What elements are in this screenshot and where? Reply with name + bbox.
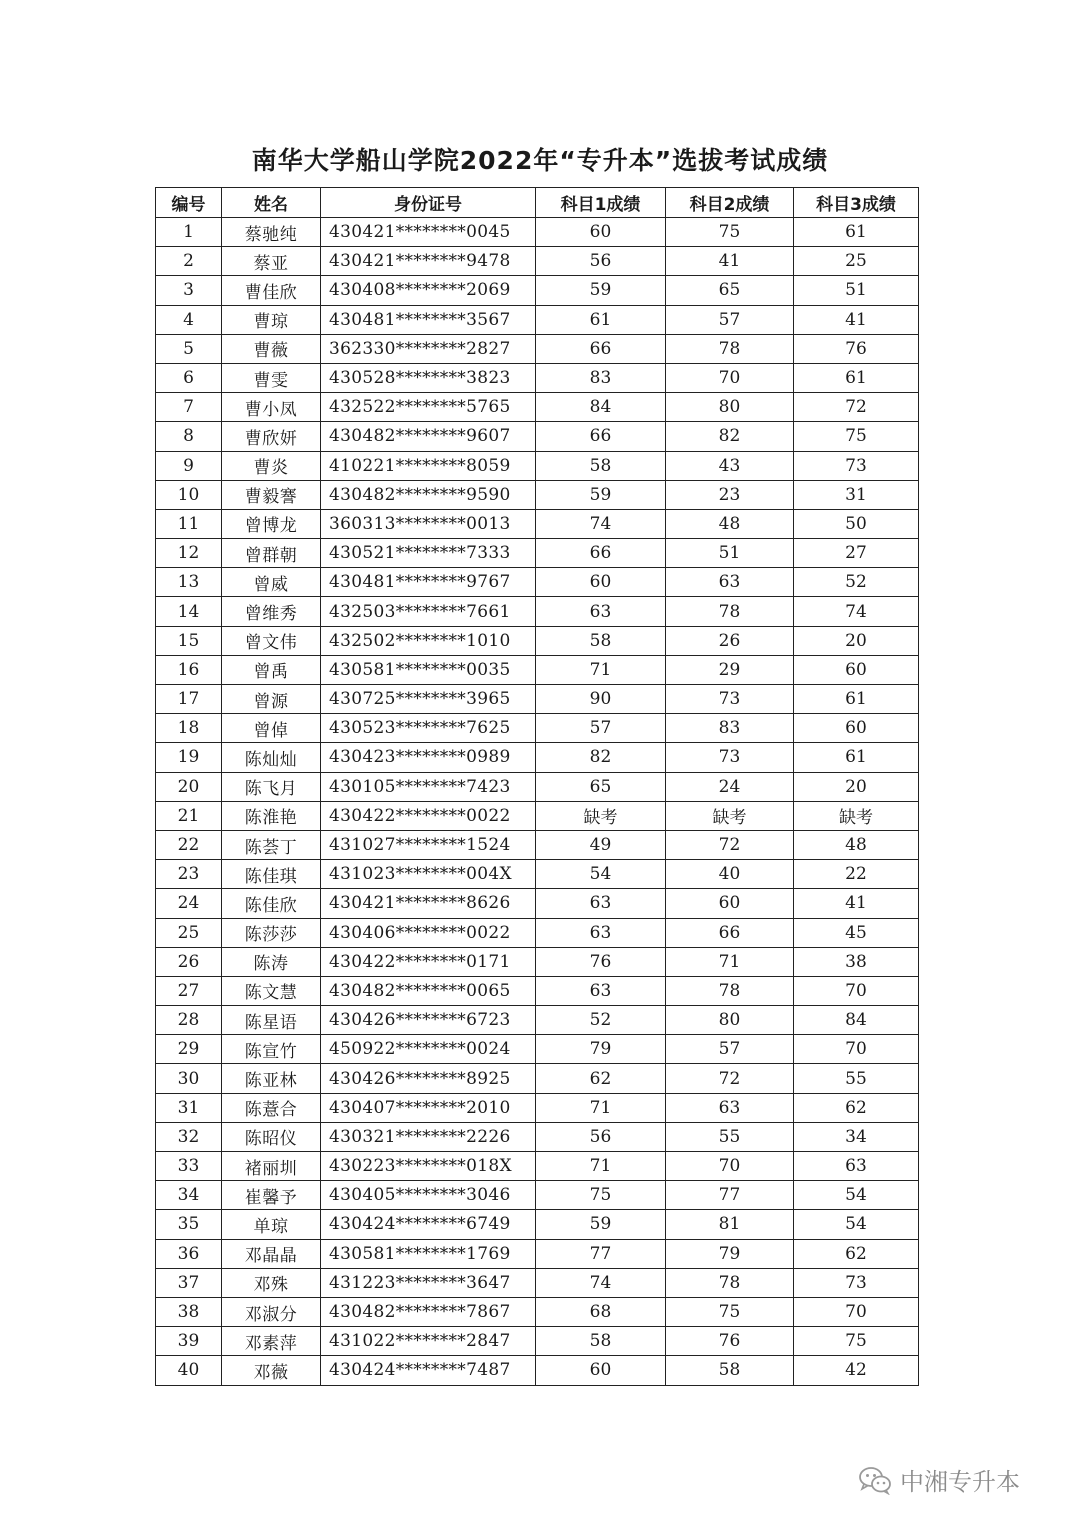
cell-name: 曾倬 [222, 714, 321, 743]
cell-id-number: 430421********9478 [321, 247, 536, 276]
cell-name: 陈飞月 [222, 772, 321, 801]
cell-subject-2: 77 [666, 1181, 794, 1210]
cell-name: 陈亚林 [222, 1064, 321, 1093]
cell-id-number: 450922********0024 [321, 1035, 536, 1064]
cell-name: 邓晶晶 [222, 1239, 321, 1268]
cell-name: 陈文慧 [222, 976, 321, 1005]
header-id-number: 身份证号 [321, 188, 536, 218]
cell-name: 曾博龙 [222, 509, 321, 538]
table-row [156, 772, 919, 801]
cell-name: 陈莎莎 [222, 918, 321, 947]
cell-subject-2: 80 [666, 1006, 794, 1035]
table-row [156, 539, 919, 568]
score-table [155, 187, 919, 1386]
cell-name: 陈薏合 [222, 1093, 321, 1122]
cell-id-number: 430481********9767 [321, 568, 536, 597]
cell-name: 陈昭仪 [222, 1122, 321, 1151]
table-row [156, 1356, 919, 1385]
cell-name: 陈佳欣 [222, 889, 321, 918]
cell-number: 39 [156, 1327, 222, 1356]
cell-subject-2: 29 [666, 655, 794, 684]
header-name: 姓名 [222, 188, 321, 218]
cell-number: 10 [156, 480, 222, 509]
cell-number: 13 [156, 568, 222, 597]
cell-subject-3: 73 [794, 451, 919, 480]
cell-number: 29 [156, 1035, 222, 1064]
cell-subject-1: 74 [536, 509, 666, 538]
cell-subject-3: 61 [794, 685, 919, 714]
cell-subject-2: 78 [666, 976, 794, 1005]
cell-id-number: 430482********0065 [321, 976, 536, 1005]
cell-number: 19 [156, 743, 222, 772]
cell-id-number: 360313********0013 [321, 509, 536, 538]
cell-subject-1: 71 [536, 655, 666, 684]
cell-name: 陈荟丁 [222, 830, 321, 859]
cell-subject-2: 缺考 [666, 801, 794, 830]
cell-number: 21 [156, 801, 222, 830]
cell-id-number: 430426********8925 [321, 1064, 536, 1093]
page-title: 南华大学船山学院2022年“专升本”选拔考试成绩 [251, 146, 829, 175]
cell-subject-1: 58 [536, 626, 666, 655]
cell-subject-1: 63 [536, 597, 666, 626]
watermark-text: 中湘专升本 [900, 1468, 1020, 1496]
cell-id-number: 430581********0035 [321, 655, 536, 684]
cell-name: 陈佳琪 [222, 860, 321, 889]
cell-subject-3: 76 [794, 334, 919, 363]
cell-id-number: 431022********2847 [321, 1327, 536, 1356]
cell-subject-1: 63 [536, 889, 666, 918]
table-row [156, 1181, 919, 1210]
cell-subject-2: 63 [666, 568, 794, 597]
cell-id-number: 430426********6723 [321, 1006, 536, 1035]
cell-subject-3: 70 [794, 1297, 919, 1326]
watermark [858, 1462, 1020, 1497]
cell-id-number: 430321********2226 [321, 1122, 536, 1151]
cell-subject-3: 74 [794, 597, 919, 626]
cell-subject-2: 57 [666, 305, 794, 334]
cell-subject-2: 82 [666, 422, 794, 451]
cell-number: 3 [156, 276, 222, 305]
table-row [156, 626, 919, 655]
cell-subject-3: 51 [794, 276, 919, 305]
cell-subject-3: 22 [794, 860, 919, 889]
cell-subject-1: 71 [536, 1152, 666, 1181]
cell-number: 8 [156, 422, 222, 451]
cell-id-number: 430482********9590 [321, 480, 536, 509]
cell-subject-1: 84 [536, 393, 666, 422]
cell-subject-3: 缺考 [794, 801, 919, 830]
cell-subject-1: 60 [536, 218, 666, 247]
table-row [156, 947, 919, 976]
cell-name: 陈宣竹 [222, 1035, 321, 1064]
cell-number: 23 [156, 860, 222, 889]
cell-subject-3: 27 [794, 539, 919, 568]
cell-subject-1: 74 [536, 1268, 666, 1297]
cell-subject-3: 84 [794, 1006, 919, 1035]
cell-subject-2: 51 [666, 539, 794, 568]
header-subject-1: 科目1成绩 [536, 188, 666, 218]
cell-subject-1: 71 [536, 1093, 666, 1122]
cell-subject-2: 70 [666, 1152, 794, 1181]
cell-subject-2: 78 [666, 334, 794, 363]
cell-name: 邓殊 [222, 1268, 321, 1297]
table-row [156, 1327, 919, 1356]
cell-number: 16 [156, 655, 222, 684]
cell-number: 31 [156, 1093, 222, 1122]
cell-subject-3: 70 [794, 1035, 919, 1064]
cell-subject-2: 75 [666, 1297, 794, 1326]
cell-subject-1: 58 [536, 451, 666, 480]
cell-name: 邓薇 [222, 1356, 321, 1385]
cell-id-number: 430408********2069 [321, 276, 536, 305]
cell-name: 陈灿灿 [222, 743, 321, 772]
cell-id-number: 430422********0022 [321, 801, 536, 830]
cell-subject-3: 61 [794, 363, 919, 392]
table-row [156, 480, 919, 509]
cell-subject-2: 78 [666, 1268, 794, 1297]
cell-number: 14 [156, 597, 222, 626]
table-row [156, 568, 919, 597]
cell-subject-3: 34 [794, 1122, 919, 1151]
cell-subject-3: 63 [794, 1152, 919, 1181]
cell-number: 40 [156, 1356, 222, 1385]
cell-subject-1: 90 [536, 685, 666, 714]
table-row [156, 218, 919, 247]
cell-subject-1: 66 [536, 539, 666, 568]
cell-id-number: 430481********3567 [321, 305, 536, 334]
table-header [156, 188, 919, 218]
cell-id-number: 431223********3647 [321, 1268, 536, 1297]
table-row [156, 451, 919, 480]
cell-subject-3: 52 [794, 568, 919, 597]
cell-subject-2: 57 [666, 1035, 794, 1064]
cell-subject-1: 57 [536, 714, 666, 743]
cell-subject-1: 59 [536, 1210, 666, 1239]
cell-name: 陈星语 [222, 1006, 321, 1035]
cell-name: 蔡亚 [222, 247, 321, 276]
table-row [156, 655, 919, 684]
table-row [156, 743, 919, 772]
cell-name: 邓素萍 [222, 1327, 321, 1356]
table-row [156, 393, 919, 422]
cell-subject-1: 77 [536, 1239, 666, 1268]
cell-subject-2: 58 [666, 1356, 794, 1385]
cell-id-number: 430521********7333 [321, 539, 536, 568]
cell-number: 26 [156, 947, 222, 976]
cell-name: 蔡驰纯 [222, 218, 321, 247]
cell-subject-1: 56 [536, 247, 666, 276]
cell-subject-1: 62 [536, 1064, 666, 1093]
cell-subject-2: 83 [666, 714, 794, 743]
cell-name: 单琼 [222, 1210, 321, 1239]
cell-name: 曾维秀 [222, 597, 321, 626]
cell-subject-2: 41 [666, 247, 794, 276]
table-row [156, 363, 919, 392]
cell-subject-1: 82 [536, 743, 666, 772]
cell-subject-1: 66 [536, 334, 666, 363]
cell-number: 9 [156, 451, 222, 480]
cell-subject-1: 59 [536, 480, 666, 509]
cell-subject-1: 83 [536, 363, 666, 392]
header-subject-3: 科目3成绩 [794, 188, 919, 218]
cell-subject-3: 62 [794, 1093, 919, 1122]
cell-subject-3: 25 [794, 247, 919, 276]
cell-subject-2: 55 [666, 1122, 794, 1151]
cell-id-number: 432522********5765 [321, 393, 536, 422]
cell-subject-1: 59 [536, 276, 666, 305]
cell-subject-3: 61 [794, 218, 919, 247]
cell-subject-3: 41 [794, 305, 919, 334]
cell-subject-1: 49 [536, 830, 666, 859]
table-row [156, 1268, 919, 1297]
table-row [156, 976, 919, 1005]
cell-name: 曹薇 [222, 334, 321, 363]
cell-name: 曾源 [222, 685, 321, 714]
cell-number: 7 [156, 393, 222, 422]
table-row [156, 889, 919, 918]
cell-subject-3: 41 [794, 889, 919, 918]
cell-number: 12 [156, 539, 222, 568]
cell-number: 34 [156, 1181, 222, 1210]
cell-subject-3: 60 [794, 714, 919, 743]
header-number: 编号 [156, 188, 222, 218]
cell-number: 38 [156, 1297, 222, 1326]
cell-number: 24 [156, 889, 222, 918]
cell-subject-1: 52 [536, 1006, 666, 1035]
cell-id-number: 430223********018X [321, 1152, 536, 1181]
cell-subject-2: 40 [666, 860, 794, 889]
cell-id-number: 410221********8059 [321, 451, 536, 480]
cell-subject-1: 75 [536, 1181, 666, 1210]
cell-name: 邓淑分 [222, 1297, 321, 1326]
cell-number: 25 [156, 918, 222, 947]
cell-name: 曹雯 [222, 363, 321, 392]
cell-name: 曹炎 [222, 451, 321, 480]
table-row [156, 1093, 919, 1122]
cell-subject-3: 55 [794, 1064, 919, 1093]
cell-subject-2: 75 [666, 218, 794, 247]
cell-id-number: 430421********0045 [321, 218, 536, 247]
cell-id-number: 430528********3823 [321, 363, 536, 392]
cell-subject-1: 缺考 [536, 801, 666, 830]
cell-id-number: 430421********8626 [321, 889, 536, 918]
cell-subject-2: 43 [666, 451, 794, 480]
cell-subject-3: 38 [794, 947, 919, 976]
cell-number: 11 [156, 509, 222, 538]
cell-number: 22 [156, 830, 222, 859]
table-row [156, 1006, 919, 1035]
cell-subject-3: 75 [794, 422, 919, 451]
cell-subject-2: 48 [666, 509, 794, 538]
cell-id-number: 430405********3046 [321, 1181, 536, 1210]
cell-subject-1: 60 [536, 1356, 666, 1385]
table-row [156, 247, 919, 276]
cell-subject-2: 70 [666, 363, 794, 392]
cell-number: 18 [156, 714, 222, 743]
cell-number: 20 [156, 772, 222, 801]
cell-subject-2: 60 [666, 889, 794, 918]
cell-subject-1: 76 [536, 947, 666, 976]
cell-id-number: 430581********1769 [321, 1239, 536, 1268]
table-row [156, 1297, 919, 1326]
cell-id-number: 430105********7423 [321, 772, 536, 801]
cell-subject-1: 54 [536, 860, 666, 889]
cell-number: 33 [156, 1152, 222, 1181]
cell-name: 曹欣妍 [222, 422, 321, 451]
cell-number: 15 [156, 626, 222, 655]
cell-subject-2: 76 [666, 1327, 794, 1356]
cell-id-number: 362330********2827 [321, 334, 536, 363]
cell-name: 曾文伟 [222, 626, 321, 655]
cell-subject-3: 45 [794, 918, 919, 947]
table-row [156, 1210, 919, 1239]
cell-id-number: 430424********6749 [321, 1210, 536, 1239]
cell-subject-1: 63 [536, 918, 666, 947]
cell-subject-1: 68 [536, 1297, 666, 1326]
cell-subject-2: 73 [666, 743, 794, 772]
cell-subject-2: 80 [666, 393, 794, 422]
cell-name: 陈淮艳 [222, 801, 321, 830]
table-row [156, 305, 919, 334]
cell-subject-2: 26 [666, 626, 794, 655]
cell-id-number: 431023********004X [321, 860, 536, 889]
table-row [156, 509, 919, 538]
cell-id-number: 430482********9607 [321, 422, 536, 451]
cell-subject-2: 73 [666, 685, 794, 714]
header-row [156, 188, 919, 218]
cell-name: 褚丽圳 [222, 1152, 321, 1181]
cell-subject-1: 58 [536, 1327, 666, 1356]
cell-subject-3: 70 [794, 976, 919, 1005]
table-row [156, 1035, 919, 1064]
cell-subject-2: 71 [666, 947, 794, 976]
cell-subject-3: 75 [794, 1327, 919, 1356]
cell-subject-2: 72 [666, 1064, 794, 1093]
cell-subject-3: 72 [794, 393, 919, 422]
cell-name: 曾禹 [222, 655, 321, 684]
table-row [156, 1064, 919, 1093]
cell-number: 2 [156, 247, 222, 276]
cell-id-number: 430424********7487 [321, 1356, 536, 1385]
table-row [156, 1239, 919, 1268]
cell-subject-2: 66 [666, 918, 794, 947]
cell-subject-3: 42 [794, 1356, 919, 1385]
cell-name: 曹毅謇 [222, 480, 321, 509]
cell-id-number: 430407********2010 [321, 1093, 536, 1122]
table-row [156, 276, 919, 305]
cell-subject-2: 65 [666, 276, 794, 305]
cell-id-number: 430406********0022 [321, 918, 536, 947]
table-row [156, 860, 919, 889]
cell-number: 32 [156, 1122, 222, 1151]
table-row [156, 685, 919, 714]
table-row [156, 830, 919, 859]
cell-subject-3: 61 [794, 743, 919, 772]
cell-subject-3: 60 [794, 655, 919, 684]
cell-id-number: 432503********7661 [321, 597, 536, 626]
cell-id-number: 430422********0171 [321, 947, 536, 976]
cell-name: 曾群朝 [222, 539, 321, 568]
cell-subject-3: 54 [794, 1181, 919, 1210]
cell-subject-3: 73 [794, 1268, 919, 1297]
header-subject-2: 科目2成绩 [666, 188, 794, 218]
cell-subject-1: 66 [536, 422, 666, 451]
table-row [156, 597, 919, 626]
cell-number: 28 [156, 1006, 222, 1035]
cell-subject-1: 61 [536, 305, 666, 334]
cell-id-number: 430423********0989 [321, 743, 536, 772]
cell-name: 陈涛 [222, 947, 321, 976]
cell-subject-1: 56 [536, 1122, 666, 1151]
cell-name: 曹小凤 [222, 393, 321, 422]
cell-id-number: 430523********7625 [321, 714, 536, 743]
cell-subject-2: 63 [666, 1093, 794, 1122]
cell-subject-3: 54 [794, 1210, 919, 1239]
cell-subject-2: 23 [666, 480, 794, 509]
cell-subject-2: 81 [666, 1210, 794, 1239]
table-row [156, 1152, 919, 1181]
cell-subject-3: 62 [794, 1239, 919, 1268]
cell-number: 17 [156, 685, 222, 714]
cell-subject-1: 65 [536, 772, 666, 801]
cell-subject-2: 78 [666, 597, 794, 626]
table-row [156, 918, 919, 947]
table-body [156, 218, 919, 1386]
cell-id-number: 430482********7867 [321, 1297, 536, 1326]
cell-subject-3: 48 [794, 830, 919, 859]
table-row [156, 422, 919, 451]
cell-subject-3: 31 [794, 480, 919, 509]
cell-subject-3: 50 [794, 509, 919, 538]
cell-name: 曹佳欣 [222, 276, 321, 305]
cell-number: 35 [156, 1210, 222, 1239]
cell-number: 1 [156, 218, 222, 247]
cell-id-number: 432502********1010 [321, 626, 536, 655]
cell-subject-2: 79 [666, 1239, 794, 1268]
table-row [156, 334, 919, 363]
table-row [156, 801, 919, 830]
cell-subject-3: 20 [794, 772, 919, 801]
wechat-icon [858, 1465, 892, 1495]
cell-name: 曹琼 [222, 305, 321, 334]
cell-id-number: 430725********3965 [321, 685, 536, 714]
cell-name: 曾威 [222, 568, 321, 597]
cell-subject-1: 79 [536, 1035, 666, 1064]
cell-number: 6 [156, 363, 222, 392]
cell-subject-1: 60 [536, 568, 666, 597]
cell-number: 36 [156, 1239, 222, 1268]
table-row [156, 714, 919, 743]
cell-subject-2: 72 [666, 830, 794, 859]
cell-number: 30 [156, 1064, 222, 1093]
cell-subject-2: 24 [666, 772, 794, 801]
cell-name: 崔馨予 [222, 1181, 321, 1210]
cell-number: 5 [156, 334, 222, 363]
cell-subject-3: 20 [794, 626, 919, 655]
cell-id-number: 431027********1524 [321, 830, 536, 859]
cell-number: 27 [156, 976, 222, 1005]
cell-subject-1: 63 [536, 976, 666, 1005]
table-row [156, 1122, 919, 1151]
cell-number: 37 [156, 1268, 222, 1297]
cell-number: 4 [156, 305, 222, 334]
